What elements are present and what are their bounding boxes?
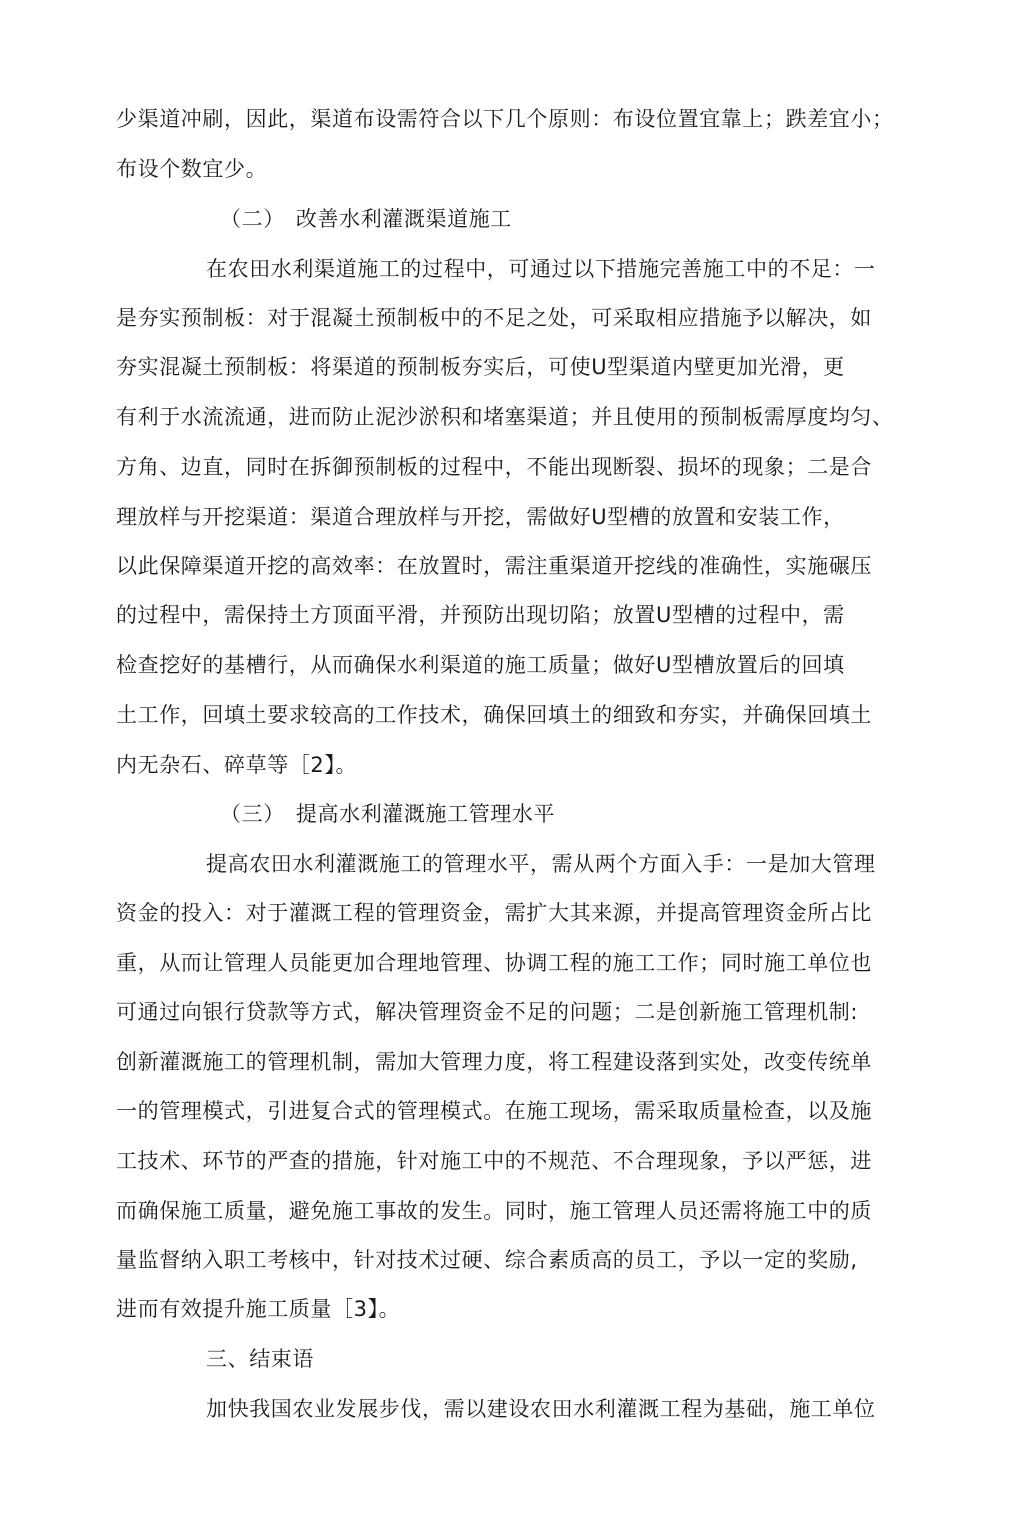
paragraph-line: 布设个数宜少。 [116,157,268,181]
paragraph-line: 方角、边直，同时在拆御预制板的过程中，不能出现断裂、损坏的现象；二是合 [116,455,872,479]
section-heading-2: （二） 改善水利灌溉渠道施工 [220,207,512,231]
paragraph-line: 内无杂石、碎草等［2】。 [116,753,358,777]
paragraph-line: 夯实混凝土预制板：将渠道的预制板夯实后，可使U型渠道内壁更加光滑，更 [116,355,845,379]
paragraph-line: 提高农田水利灌溉施工的管理水平，需从两个方面入手：一是加大管理 [206,852,876,876]
paragraph-line: 有利于水流流通，进而防止泥沙淤积和堵塞渠道；并且使用的预制板需厚度均匀、 [116,405,894,429]
paragraph-line: 的过程中，需保持土方顶面平滑，并预防出现切陷；放置U型槽的过程中，需 [116,603,845,627]
paragraph-line: 工技术、环节的严查的措施，针对施工中的不规范、不合理现象，予以严惩，进 [116,1149,872,1173]
paragraph-line: 少渠道冲刷，因此，渠道布设需符合以下几个原则：布设位置宜靠上；跌差宜小； [116,107,894,131]
paragraph-line: 是夯实预制板：对于混凝土预制板中的不足之处，可采取相应措施予以解决，如 [116,306,872,330]
paragraph-line: 进而有效提升施工质量［3】。 [116,1297,401,1321]
section-heading-3: （三） 提高水利灌溉施工管理水平 [220,802,556,826]
paragraph-line: 以此保障渠道开挖的高效率：在放置时，需注重渠道开挖线的准确性，实施碾压 [116,554,872,578]
paragraph-line: 量监督纳入职工考核中，针对技术过硬、综合素质高的员工，予以一定的奖励, [116,1248,858,1272]
paragraph-line: 一的管理模式，引进复合式的管理模式。在施工现场，需采取质量检查，以及施 [116,1099,872,1123]
paragraph-line: 理放样与开挖渠道：渠道合理放样与开挖，需做好U型槽的放置和安装工作， [116,505,845,529]
paragraph-line: 加快我国农业发展步伐，需以建设农田水利灌溉工程为基础，施工单位 [206,1397,876,1421]
paragraph-line: 可通过向银行贷款等方式，解决管理资金不足的问题；二是创新施工管理机制: [116,1000,859,1024]
section-heading-conclusion: 三、结束语 [206,1347,314,1371]
paragraph-line: 检查挖好的基槽行，从而确保水利渠道的施工质量；做好U型槽放置后的回填 [116,653,845,677]
paragraph-line: 资金的投入：对于灌溉工程的管理资金，需扩大其来源，并提高管理资金所占比 [116,901,872,925]
paragraph-line: 在农田水利渠道施工的过程中，可通过以下措施完善施工中的不足：一 [206,257,876,281]
paragraph-line: 创新灌溉施工的管理机制，需加大管理力度，将工程建设落到实处，改变传统单 [116,1050,872,1074]
paragraph-line: 而确保施工质量，避免施工事故的发生。同时，施工管理人员还需将施工中的质 [116,1199,872,1223]
paragraph-line: 土工作，回填土要求较高的工作技术，确保回填土的细致和夯实，并确保回填土 [116,703,872,727]
paragraph-line: 重，从而让管理人员能更加合理地管理、协调工程的施工工作；同时施工单位也 [116,951,872,975]
